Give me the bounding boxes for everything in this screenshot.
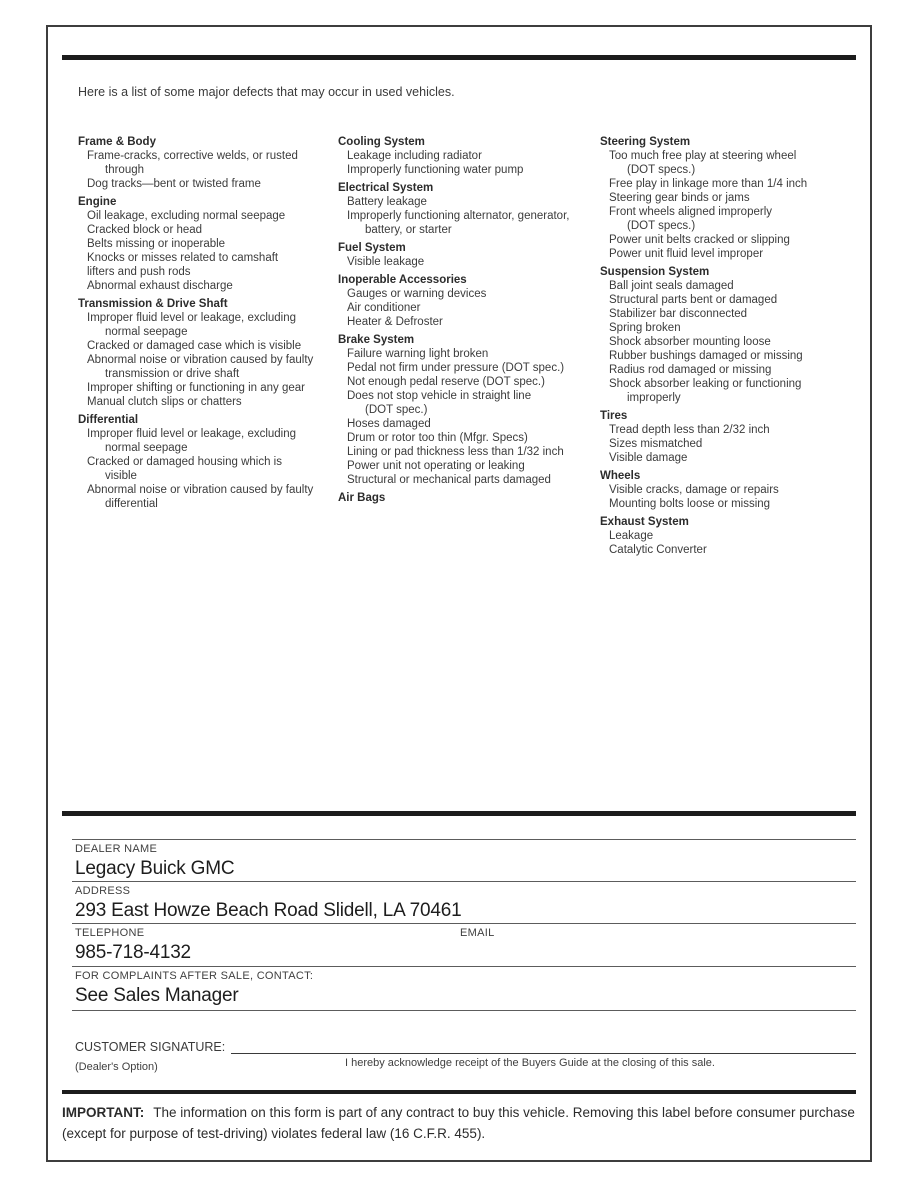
defect-item: Free play in linkage more than 1/4 inch bbox=[609, 178, 808, 190]
defect-item: Belts missing or inoperable bbox=[87, 238, 226, 250]
defect-item: Visible cracks, damage or repairs bbox=[609, 484, 779, 496]
defect-section-title: Tires bbox=[600, 410, 628, 422]
complaints-field bbox=[72, 967, 856, 1011]
defect-item: Improperly functioning water pump bbox=[347, 164, 524, 176]
defect-item: Power unit belts cracked or slipping bbox=[609, 234, 790, 246]
defect-item: Cracked or damaged case which is visible bbox=[87, 340, 302, 352]
defect-item: Improper fluid level or leakage, excluding bbox=[87, 312, 297, 324]
defect-item: Oil leakage, excluding normal seepage bbox=[87, 210, 286, 222]
buyers-guide-back-page bbox=[46, 25, 872, 1162]
defect-section bbox=[78, 297, 332, 409]
defect-section-title: Exhaust System bbox=[600, 516, 689, 528]
defect-section bbox=[600, 135, 858, 261]
defect-section bbox=[600, 265, 858, 405]
defect-item: Leakage bbox=[609, 530, 654, 542]
defect-item: Visible damage bbox=[609, 452, 688, 464]
defect-section-title: Inoperable Accessories bbox=[338, 274, 467, 286]
defect-item: Sizes mismatched bbox=[609, 438, 703, 450]
defect-item: Power unit not operating or leaking bbox=[347, 460, 525, 472]
defect-item: Catalytic Converter bbox=[609, 544, 707, 556]
defects-column-left bbox=[78, 131, 332, 511]
defect-item: Structural parts bent or damaged bbox=[609, 294, 778, 306]
defect-item: lifters and push rods bbox=[87, 266, 191, 278]
defect-item: visible bbox=[105, 470, 137, 482]
defect-section bbox=[78, 413, 332, 511]
defect-item: Spring broken bbox=[609, 322, 681, 334]
defect-section-title: Engine bbox=[78, 196, 117, 208]
defect-item: normal seepage bbox=[105, 326, 188, 338]
bottom-rule bbox=[62, 1090, 856, 1094]
top-rule bbox=[62, 55, 856, 60]
dealer-name-field bbox=[72, 840, 856, 882]
defect-section bbox=[338, 135, 596, 177]
defect-item: Steering gear binds or jams bbox=[609, 192, 750, 204]
defect-item: transmission or drive shaft bbox=[105, 368, 240, 380]
defect-section-title: Frame & Body bbox=[78, 136, 156, 148]
defect-section bbox=[338, 491, 596, 505]
defect-item: (DOT specs.) bbox=[627, 164, 696, 176]
complaints-label: FOR COMPLAINTS AFTER SALE, CONTACT: bbox=[75, 970, 314, 982]
defect-item: Drum or rotor too thin (Mfgr. Specs) bbox=[347, 432, 528, 444]
customer-signature-label: CUSTOMER SIGNATURE: bbox=[75, 1040, 226, 1054]
defect-item: Structural or mechanical parts damaged bbox=[347, 474, 551, 486]
defect-item: Pedal not firm under pressure (DOT spec.) bbox=[347, 362, 565, 374]
defect-item: Does not stop vehicle in straight line bbox=[347, 390, 532, 402]
defect-item: Tread depth less than 2/32 inch bbox=[609, 424, 770, 436]
important-label: IMPORTANT: bbox=[62, 1105, 145, 1120]
intro-text: Here is a list of some major defects that may occur in used vehicles. bbox=[78, 85, 455, 99]
defect-item: Frame-cracks, corrective welds, or rusted bbox=[87, 150, 298, 162]
defect-item: Front wheels aligned improperly bbox=[609, 206, 772, 218]
defect-section-title: Electrical System bbox=[338, 182, 434, 194]
defect-section bbox=[338, 181, 596, 237]
defect-item: Dog tracks—bent or twisted frame bbox=[87, 178, 261, 190]
important-notice bbox=[62, 1102, 860, 1144]
mid-rule bbox=[62, 811, 856, 816]
defect-item: Visible leakage bbox=[347, 256, 425, 268]
address-value: 293 East Howze Beach Road Slidell, LA 70461 bbox=[75, 900, 462, 921]
defect-section-title: Fuel System bbox=[338, 242, 406, 254]
dealer-info-fields bbox=[72, 839, 856, 1011]
defect-item: Lining or pad thickness less than 1/32 inch bbox=[347, 446, 564, 458]
defect-item: Failure warning light broken bbox=[347, 348, 489, 360]
defect-item: Shock absorber mounting loose bbox=[609, 336, 771, 348]
defect-item: Mounting bolts loose or missing bbox=[609, 498, 771, 510]
signature-line bbox=[231, 1041, 856, 1054]
defect-item: Knocks or misses related to camshaft bbox=[87, 252, 279, 264]
defect-item: Stabilizer bar disconnected bbox=[609, 308, 748, 320]
defect-item: Shock absorber leaking or functioning bbox=[609, 378, 802, 390]
important-text: The information on this form is part of any contract to buy this vehicle. Removing this label before consumer purchase (except for purpose of test-driving) violates federal law (16 C.F.R. 455). bbox=[62, 1105, 855, 1141]
defect-item: Abnormal exhaust discharge bbox=[87, 280, 233, 292]
telephone-email-field bbox=[72, 924, 856, 967]
defect-item: Hoses damaged bbox=[347, 418, 431, 430]
address-label: ADDRESS bbox=[75, 885, 131, 897]
defect-section-title: Transmission & Drive Shaft bbox=[78, 298, 228, 310]
defect-item: (DOT spec.) bbox=[365, 404, 428, 416]
defect-item: differential bbox=[105, 498, 158, 510]
telephone-value: 985-718-4132 bbox=[75, 942, 191, 963]
dealers-option-note: (Dealer's Option) bbox=[75, 1061, 158, 1073]
defect-item: Abnormal noise or vibration caused by faulty bbox=[87, 484, 314, 496]
defect-item: Ball joint seals damaged bbox=[609, 280, 734, 292]
defect-section bbox=[78, 135, 332, 191]
defect-item: Abnormal noise or vibration caused by faulty bbox=[87, 354, 314, 366]
defect-item: through bbox=[105, 164, 145, 176]
defect-item: Improper fluid level or leakage, excluding bbox=[87, 428, 297, 440]
defect-section bbox=[78, 195, 332, 293]
defect-item: Cracked or damaged housing which is bbox=[87, 456, 282, 468]
defect-item: Cracked block or head bbox=[87, 224, 203, 236]
defect-section-title: Cooling System bbox=[338, 136, 425, 148]
defect-section-title: Brake System bbox=[338, 334, 415, 346]
defect-item: Leakage including radiator bbox=[347, 150, 482, 162]
defect-section-title: Steering System bbox=[600, 136, 691, 148]
defect-section bbox=[338, 333, 596, 487]
defect-item: improperly bbox=[627, 392, 681, 404]
defect-item: Air conditioner bbox=[347, 302, 421, 314]
defect-item: Radius rod damaged or missing bbox=[609, 364, 772, 376]
address-field bbox=[72, 882, 856, 924]
defect-item: Manual clutch slips or chatters bbox=[87, 396, 242, 408]
defect-item: Power unit fluid level improper bbox=[609, 248, 764, 260]
defect-item: Too much free play at steering wheel bbox=[609, 150, 797, 162]
defect-item: normal seepage bbox=[105, 442, 188, 454]
defect-section-title: Air Bags bbox=[338, 492, 386, 504]
dealer-name-label: DEALER NAME bbox=[75, 843, 158, 855]
defects-column-right bbox=[600, 131, 858, 557]
customer-signature-section bbox=[75, 1040, 856, 1071]
acknowledgment-note: I hereby acknowledge receipt of the Buyers Guide at the closing of this sale. bbox=[345, 1057, 715, 1069]
defect-section-title: Wheels bbox=[600, 470, 641, 482]
defect-item: Heater & Defroster bbox=[347, 316, 443, 328]
defect-item: Not enough pedal reserve (DOT spec.) bbox=[347, 376, 545, 388]
defect-section bbox=[338, 273, 596, 329]
defect-section bbox=[600, 409, 858, 465]
defect-section-title: Suspension System bbox=[600, 266, 710, 278]
defect-item: Battery leakage bbox=[347, 196, 427, 208]
dealer-name-value: Legacy Buick GMC bbox=[75, 858, 235, 879]
telephone-label: TELEPHONE bbox=[75, 927, 145, 939]
defect-item: Rubber bushings damaged or missing bbox=[609, 350, 803, 362]
defect-item: battery, or starter bbox=[365, 224, 452, 236]
email-label: EMAIL bbox=[460, 927, 495, 939]
defect-item: Gauges or warning devices bbox=[347, 288, 487, 300]
defect-section bbox=[600, 469, 858, 511]
defect-item: Improperly functioning alternator, generator, bbox=[347, 210, 570, 222]
complaints-value: See Sales Manager bbox=[75, 985, 239, 1006]
defect-section bbox=[338, 241, 596, 269]
defect-item: (DOT specs.) bbox=[627, 220, 696, 232]
defects-column-middle bbox=[338, 131, 596, 505]
defect-section bbox=[600, 515, 858, 557]
defect-item: Improper shifting or functioning in any gear bbox=[87, 382, 305, 394]
defect-section-title: Differential bbox=[78, 414, 139, 426]
